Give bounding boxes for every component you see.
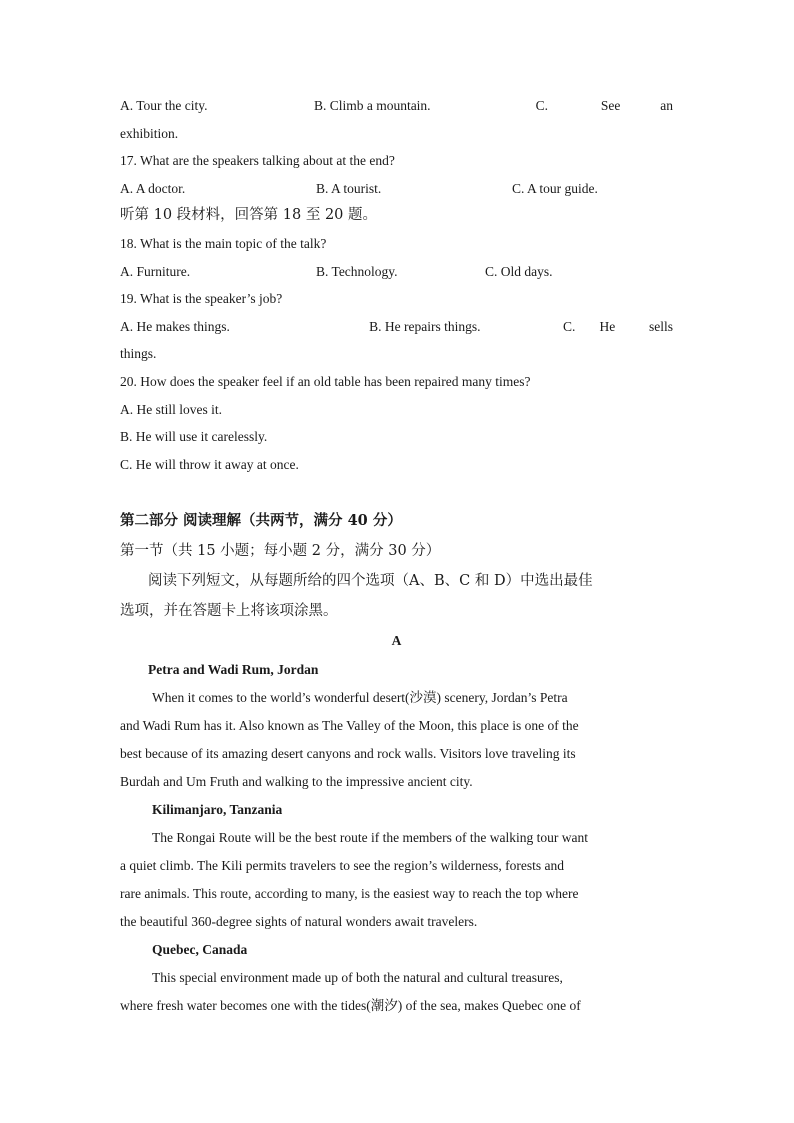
q20-option-a: A. He still loves it. xyxy=(120,401,222,417)
q16-option-c-word2: an xyxy=(660,98,674,113)
section10-instruction: 听第 10 段材料，回答第 18 至 20 题。 xyxy=(120,207,378,224)
q18-option-a: A. Furniture. xyxy=(120,263,191,279)
kili-line-2: a quiet climb. The Kili permits travelers to see the region’s wilderness, forests and xyxy=(120,858,565,874)
quebec-line-1: This special environment made up of both the natural and cultural treasures, xyxy=(152,970,563,986)
place-title-petra: Petra and Wadi Rum, Jordan xyxy=(148,662,319,678)
q16-option-a: A. Tour the city. xyxy=(120,98,208,113)
spacer xyxy=(120,478,673,506)
kili-line-1: The Rongai Route will be the best route if the members of the walking tour want xyxy=(152,830,589,846)
part2-instruction-line2: 选项，并在答题卡上将该项涂黑。 xyxy=(120,603,338,620)
part2-instruction-line1: 阅读下列短文，从每题所给的四个选项（A、B、C 和 D）中选出最佳 xyxy=(148,573,593,590)
q17-question: 17. What are the speakers talking about at the end? xyxy=(120,153,395,169)
kili-line-3: rare animals. This route, according to many, is the easiest way to reach the top where xyxy=(120,886,579,902)
petra-line-2: and Wadi Rum has it. Also known as The Valley of the Moon, this place is one of the xyxy=(120,718,579,734)
place-title-kilimanjaro: Kilimanjaro, Tanzania xyxy=(152,802,283,818)
q18-options xyxy=(120,258,673,286)
q18-question: 18. What is the main topic of the talk? xyxy=(120,235,327,251)
kili-line-4: the beautiful 360-degree sights of natural wonders await travelers. xyxy=(120,914,478,930)
q16-option-c-letter: C. xyxy=(535,98,548,113)
q17-options xyxy=(120,175,673,203)
q19-question: 19. What is the speaker’s job? xyxy=(120,291,283,307)
petra-line-1: When it comes to the world’s wonderful desert(沙漠) scenery, Jordan’s Petra xyxy=(152,690,568,706)
petra-line-4: Burdah and Um Fruth and walking to the impressive ancient city. xyxy=(120,774,473,790)
part2-heading: 第二部分 阅读理解（共两节，满分 40 分） xyxy=(120,512,402,530)
q16-option-b: B. Climb a mountain. xyxy=(313,98,431,113)
q16-options xyxy=(120,92,673,120)
q19-option-c-continued: things. xyxy=(120,346,157,362)
q19-option-b: B. He repairs things. xyxy=(369,318,481,334)
q18-option-c: C. Old days. xyxy=(485,263,553,279)
part2-section1: 第一节（共 15 小题；每小题 2 分，满分 30 分） xyxy=(120,543,441,560)
q20-option-b: B. He will use it carelessly. xyxy=(120,429,268,445)
q20-option-c: C. He will throw it away at once. xyxy=(120,456,299,472)
place-title-quebec: Quebec, Canada xyxy=(152,942,248,958)
petra-line-3: best because of its amazing desert canyons and rock walls. Visitors love traveling its xyxy=(120,746,576,762)
q20-question: 20. How does the speaker feel if an old table has been repaired many times? xyxy=(120,373,531,389)
passage-letter: A xyxy=(391,633,402,649)
q17-option-c: C. A tour guide. xyxy=(512,180,598,196)
q19-options xyxy=(120,313,673,341)
q16-option-c-word1: See xyxy=(600,98,621,113)
q19-option-c-word1: He xyxy=(599,318,616,334)
quebec-line-2: where fresh water becomes one with the tides(潮汐) of the sea, makes Quebec one of xyxy=(120,998,581,1014)
q17-option-a: A. A doctor. xyxy=(120,180,186,196)
q19-option-a: A. He makes things. xyxy=(120,318,230,334)
q16-option-c-continued: exhibition. xyxy=(120,125,179,141)
q18-option-b: B. Technology. xyxy=(316,263,398,279)
q19-option-c-word2: sells xyxy=(648,318,673,334)
q19-option-c-letter: C. xyxy=(562,318,576,334)
q17-option-b: B. A tourist. xyxy=(316,180,382,196)
document-page xyxy=(120,92,673,1020)
